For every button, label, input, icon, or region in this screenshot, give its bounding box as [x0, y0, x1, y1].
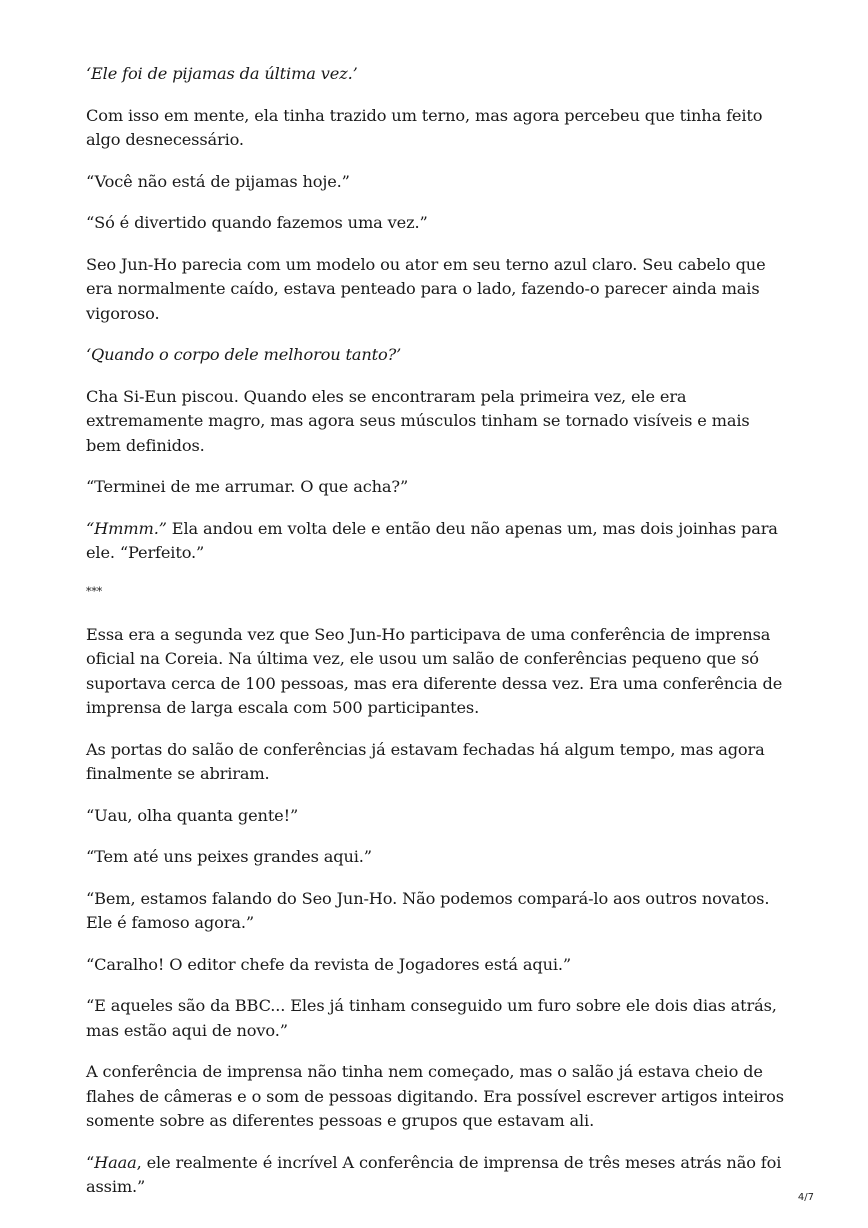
paragraph: Cha Si-Eun piscou. Quando eles se encontraram pela primeira vez, ele era extremamente magro, mas agora seus músculos tinham se tornado visíveis e mais bem definidos. [86, 386, 750, 455]
paragraph-dialogue: “Caralho! O editor chefe da revista de Jogadores está aqui.” [86, 954, 572, 974]
paragraph: As portas do salão de conferências já estavam fechadas há algum tempo, mas agora finalmente se abriram. [86, 739, 765, 783]
paragraph-dialogue: “Você não está de pijamas hoje.” [86, 171, 350, 191]
paragraph-dialogue: “Terminei de me arrumar. O que acha?” [86, 477, 409, 496]
quote-mark: “ [86, 1152, 95, 1172]
paragraph: A conferência de imprensa não tinha nem começado, mas o salão já estava cheio de flahes de câmeras e o som de pessoas digitando. Era possível escrever artigos inteiros somente sobre as diferentes pessoas e grupos que estavam ali. [86, 1062, 784, 1130]
page-number: 4/7 [797, 1192, 814, 1203]
paragraph-text: , ele realmente é incrível A conferência de imprensa de três meses atrás não foi assim.” [86, 1152, 782, 1196]
paragraph-dialogue: “Tem até uns peixes grandes aqui.” [86, 847, 372, 866]
paragraph-dialogue: “Só é divertido quando fazemos uma vez.” [86, 213, 428, 232]
paragraph-thought: ‘Ele foi de pijamas da última vez.’ [86, 64, 358, 83]
paragraph-mixed [86, 1151, 786, 1200]
paragraph-text: Ela andou em volta dele e então deu não apenas um, mas dois joinhas para ele. “Perfeito.” [86, 518, 778, 562]
paragraph-thought: ‘Quando o corpo dele melhorou tanto?’ [86, 345, 402, 364]
emphasis-text: Haaa [94, 1152, 137, 1172]
paragraph-dialogue: “Uau, olha quanta gente!” [86, 805, 299, 825]
paragraph: Seo Jun-Ho parecia com um modelo ou ator em seu terno azul claro. Seu cabelo que era normalmente caído, estava penteado para o lado, fazendo-o parecer ainda mais vigoroso. [86, 254, 766, 323]
paragraph: Essa era a segunda vez que Seo Jun-Ho participava de uma conferência de imprensa oficial na Coreia. Na última vez, ele usou um salão de conferências pequeno que só suportava cerca de 100 pessoas, mas era diferente dessa vez. Era uma conferência de imprensa de larga escala com 500 participantes. [86, 624, 783, 717]
scene-separator: *** [86, 584, 103, 598]
paragraph-dialogue: “E aqueles são da BBC... Eles já tinham conseguido um furo sobre ele dois dias atrás, mas estão aqui de novo.” [86, 996, 777, 1040]
paragraph-dialogue: “Bem, estamos falando do Seo Jun-Ho. Não podemos compará-lo aos outros novatos. Ele é famoso agora.” [86, 888, 770, 932]
paragraph-mixed [86, 517, 786, 566]
paragraph: Com isso em mente, ela tinha trazido um terno, mas agora percebeu que tinha feito algo desnecessário. [86, 105, 763, 149]
document-body [86, 62, 786, 1217]
emphasis-text: “Hmmm.” [86, 518, 167, 538]
